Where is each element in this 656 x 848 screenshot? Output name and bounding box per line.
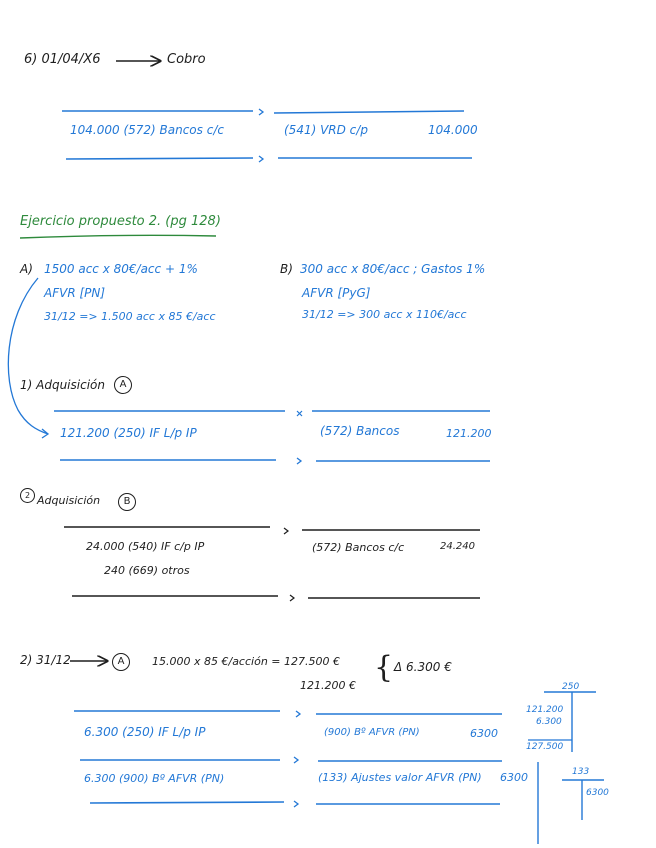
- t133-value-1: 6300: [586, 788, 609, 798]
- q3-second-value: 121.200 €: [300, 679, 356, 692]
- q3-circle: A: [112, 653, 130, 671]
- t133-title: 133: [572, 767, 590, 777]
- s6-credit-account: (541) VRD c/p: [284, 123, 368, 137]
- q3-r1-credit-amount: 6300: [470, 727, 498, 740]
- s6-top-mark: [259, 109, 263, 115]
- q1-credit-account: (572) Bancos: [320, 424, 400, 438]
- s6-top-right: [274, 111, 464, 113]
- s6-bot-mark: [259, 156, 263, 162]
- option-a-label: A): [20, 262, 33, 276]
- s6-debit: 104.000 (572) Bancos c/c: [70, 123, 224, 137]
- t250-title: 250: [562, 682, 580, 692]
- t250-value-1: 121.200: [526, 705, 564, 715]
- q3-r2-debit: 6.300 (900) Bº AFVR (PN): [84, 772, 225, 785]
- q3-r2-credit-account: (133) Ajustes valor AFVR (PN): [318, 771, 482, 784]
- t250-total: 127.500: [526, 742, 564, 752]
- q2-debit-1: 24.000 (540) IF c/p IP: [86, 540, 205, 553]
- q2-circle: B: [118, 493, 136, 511]
- s6-bot-left: [66, 158, 253, 159]
- q3-calculation: 15.000 x 85 €/acción = 127.500 €: [152, 655, 340, 668]
- q2-credit-account: (572) Bancos c/c: [312, 541, 405, 554]
- q1-title: 1) Adquisición: [20, 378, 105, 392]
- option-a-line3: 31/12 => 1.500 acc x 85 €/acc: [44, 310, 216, 323]
- q3-r1-credit-account: (900) Bº AFVR (PN): [324, 727, 420, 738]
- q3-r1-debit: 6.300 (250) IF L/p IP: [84, 725, 206, 739]
- q1-circle: A: [114, 376, 132, 394]
- a-connector: [8, 278, 48, 434]
- q2-debit-2: 240 (669) otros: [104, 564, 190, 577]
- q2-credit-amount: 24.240: [440, 541, 475, 552]
- q3-brace: {: [374, 650, 394, 685]
- s6-arrow-label: Cobro: [167, 52, 206, 67]
- q3-delta: Δ 6.300 €: [394, 660, 452, 674]
- title-underline: [20, 235, 216, 238]
- q2-title: Adquisición: [37, 494, 101, 507]
- option-a-line2: AFVR [PN]: [44, 286, 106, 300]
- option-b-line3: 31/12 => 300 acc x 110€/acc: [302, 308, 467, 321]
- t250-value-2: 6.300: [536, 717, 562, 727]
- s6-credit-amount: 104.000: [428, 123, 478, 137]
- q3-header: 2) 31/12: [20, 653, 71, 667]
- s6-header: 6) 01/04/X6: [24, 52, 101, 67]
- q1-credit-amount: 121.200: [446, 427, 492, 440]
- option-b-line2: AFVR [PyG]: [302, 286, 371, 300]
- option-a-line1: 1500 acc x 80€/acc + 1%: [44, 262, 198, 276]
- option-b-label: B): [280, 262, 293, 276]
- q3-r2-credit-amount: 6300: [500, 771, 528, 784]
- option-b-line1: 300 acc x 80€/acc ; Gastos 1%: [300, 262, 486, 276]
- exercise-title: Ejercicio propuesto 2. (pg 128): [20, 214, 221, 229]
- q2-number-circle: 2: [20, 488, 35, 503]
- q1-debit: 121.200 (250) IF L/p IP: [60, 426, 197, 440]
